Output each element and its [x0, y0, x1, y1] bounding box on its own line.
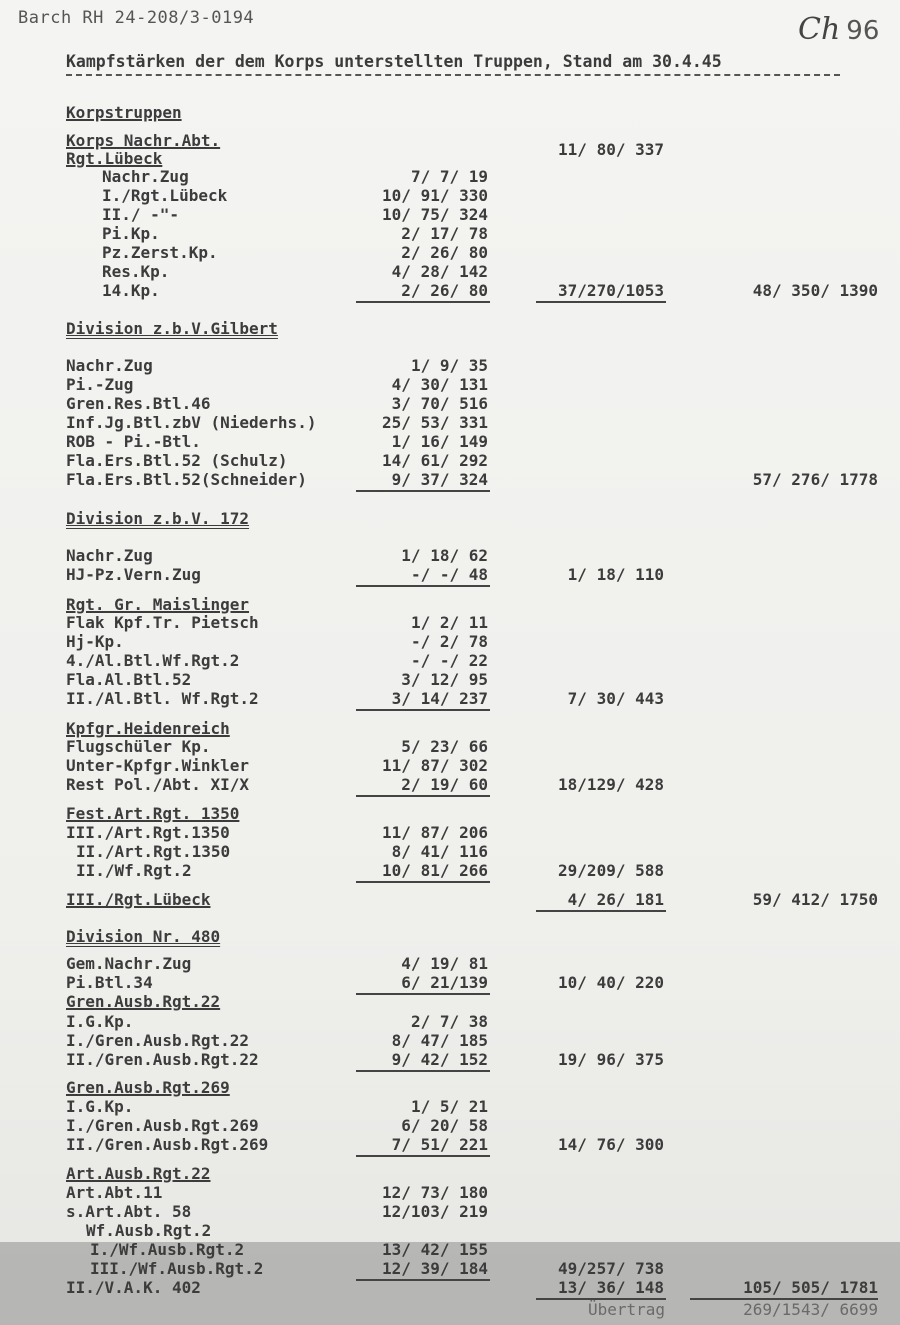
- row-label: I./Gren.Ausb.Rgt.269: [66, 1116, 259, 1135]
- row-value: 5/ 23/ 66: [401, 737, 488, 756]
- row-label: Hj-Kp.: [66, 632, 124, 651]
- row-label: Wf.Ausb.Rgt.2: [86, 1221, 212, 1240]
- row-value: 8/ 41/ 116: [391, 842, 488, 861]
- row-value: 1/ 9/ 35: [410, 356, 488, 375]
- row-value: 12/ 73/ 180: [382, 1183, 488, 1202]
- row-value: 9/ 42/ 152: [391, 1050, 488, 1069]
- row-label: Fla.Ers.Btl.52(Schneider): [66, 470, 307, 489]
- subtotal-art-ausb-rgt-22: 49/257/ 738: [558, 1259, 664, 1278]
- subtotal-iii-rgt-luebeck: 4/ 26/ 181: [567, 890, 664, 909]
- row-value: 3/ 14/ 237: [391, 689, 488, 708]
- row-label: II./Wf.Rgt.2: [76, 861, 192, 880]
- row-label: Pi.-Zug: [66, 375, 134, 394]
- subtotal-div172-staff: 1/ 18/ 110: [567, 565, 664, 584]
- total-div172: 59/ 412/ 1750: [752, 890, 878, 909]
- row-label: II./Gren.Ausb.Rgt.269: [66, 1135, 269, 1154]
- sum-rule: [356, 795, 490, 797]
- unit-korps-nachr-abt: Korps Nachr.Abt.: [66, 131, 221, 150]
- unit-fest-art-rgt: Fest.Art.Rgt. 1350: [66, 804, 240, 823]
- page-mark-initials: Ch: [798, 12, 841, 47]
- subtotal-maislinger: 7/ 30/ 443: [567, 689, 664, 708]
- row-value: 1/ 16/ 149: [391, 432, 488, 451]
- subtotal-div480-staff: 10/ 40/ 220: [558, 973, 664, 992]
- subtotal-gren-ausb-rgt-269: 14/ 76/ 300: [558, 1135, 664, 1154]
- carry-over-label: Übertrag: [588, 1300, 666, 1319]
- sum-rule: [356, 1279, 490, 1281]
- row-value: 3/ 12/ 95: [401, 670, 488, 689]
- row-label: Art.Abt.11: [66, 1183, 163, 1202]
- row-value: 9/ 37/ 324: [391, 470, 488, 489]
- row-label: III./Wf.Ausb.Rgt.2: [90, 1259, 264, 1278]
- row-label: 14.Kp.: [102, 281, 160, 300]
- row-value: 1/ 2/ 11: [410, 613, 488, 632]
- row-value: 10/ 91/ 330: [382, 186, 488, 205]
- row-value: 10/ 75/ 324: [382, 205, 488, 224]
- sum-rule: [536, 301, 666, 303]
- row-label: Nachr.Zug: [66, 546, 153, 565]
- row-label: 4./Al.Btl.Wf.Rgt.2: [66, 651, 240, 670]
- row-value: 7/ 7/ 19: [410, 167, 488, 186]
- row-value: 11/ 87/ 206: [382, 823, 488, 842]
- row-value: -/ 2/ 78: [410, 632, 488, 651]
- subtotal-fest-art-rgt: 29/209/ 588: [558, 861, 664, 880]
- row-value: 2/ 19/ 60: [401, 775, 488, 794]
- row-label: Flugschüler Kp.: [66, 737, 211, 756]
- sum-rule: [356, 490, 490, 492]
- row-value: 6/ 20/ 58: [401, 1116, 488, 1135]
- row-value: 13/ 42/ 155: [382, 1240, 488, 1259]
- row-value: 2/ 17/ 78: [401, 224, 488, 243]
- sum-rule: [356, 1070, 490, 1072]
- row-value: 2/ 7/ 38: [410, 1012, 488, 1031]
- row-value: 14/ 61/ 292: [382, 451, 488, 470]
- row-value: 3/ 70/ 516: [391, 394, 488, 413]
- row-label: Fla.Ers.Btl.52 (Schulz): [66, 451, 288, 470]
- row-label: II./Art.Rgt.1350: [76, 842, 231, 861]
- subtotal-gren-ausb-rgt-22: 19/ 96/ 375: [558, 1050, 664, 1069]
- row-label: Pz.Zerst.Kp.: [102, 243, 218, 262]
- subtotal-vak-402: 13/ 36/ 148: [558, 1278, 664, 1297]
- row-label: I./Gren.Ausb.Rgt.22: [66, 1031, 250, 1050]
- row-label: Pi.Kp.: [102, 224, 160, 243]
- subtotal-rgt-luebeck: 37/270/1053: [558, 281, 664, 300]
- row-label: Gem.Nachr.Zug: [66, 954, 192, 973]
- unit-maislinger: Rgt. Gr. Maislinger: [66, 595, 250, 614]
- row-value: 8/ 47/ 185: [391, 1031, 488, 1050]
- row-label: I./Wf.Ausb.Rgt.2: [90, 1240, 245, 1259]
- row-label: Pi.Btl.34: [66, 973, 153, 992]
- sum-rule: [536, 910, 666, 912]
- total-div480: 105/ 505/ 1781: [743, 1278, 878, 1297]
- unit-vak-402: II./V.A.K. 402: [66, 1278, 201, 1297]
- page-mark-number: 96: [846, 16, 880, 46]
- row-label: II./Gren.Ausb.Rgt.22: [66, 1050, 259, 1069]
- row-value: 4/ 19/ 81: [401, 954, 488, 973]
- section-heading-div480: Division Nr. 480: [66, 927, 221, 946]
- total-korpstruppen: 48/ 350/ 1390: [752, 281, 878, 300]
- row-value: 1/ 5/ 21: [410, 1097, 488, 1116]
- row-label: II./Al.Btl. Wf.Rgt.2: [66, 689, 259, 708]
- unit-art-ausb-rgt-22: Art.Ausb.Rgt.22: [66, 1164, 211, 1183]
- row-label: s.Art.Abt. 58: [66, 1202, 192, 1221]
- row-label: HJ-Pz.Vern.Zug: [66, 565, 201, 584]
- unit-gren-ausb-rgt-269: Gren.Ausb.Rgt.269: [66, 1078, 230, 1097]
- row-label: Rest Pol./Abt. XI/X: [66, 775, 250, 794]
- page-mark: [798, 12, 879, 47]
- sum-rule: [356, 993, 490, 995]
- sum-rule: [356, 709, 490, 711]
- row-value: 2/ 26/ 80: [401, 281, 488, 300]
- row-label: I.G.Kp.: [66, 1097, 134, 1116]
- unit-iii-rgt-luebeck: III./Rgt.Lübeck: [66, 890, 211, 909]
- row-value: 4/ 28/ 142: [391, 262, 488, 281]
- section-heading-div172: Division z.b.V. 172: [66, 509, 250, 528]
- row-label: Nachr.Zug: [102, 167, 189, 186]
- sum-rule: [356, 301, 490, 303]
- row-value: 7/ 51/ 221: [391, 1135, 488, 1154]
- row-value: 4/ 30/ 131: [391, 375, 488, 394]
- row-label: II./ -"-: [102, 205, 180, 224]
- row-label: Nachr.Zug: [66, 356, 153, 375]
- subtotal-korps-nachr-abt: 11/ 80/ 337: [558, 140, 664, 159]
- title-rule: [66, 74, 840, 76]
- archive-reference: Barch RH 24-208/3-0194: [18, 8, 255, 28]
- carry-over-value: 269/1543/ 6699: [743, 1300, 878, 1319]
- unit-gren-ausb-rgt-22: Gren.Ausb.Rgt.22: [66, 992, 221, 1011]
- row-label: I./Rgt.Lübeck: [102, 186, 228, 205]
- row-label: Flak Kpf.Tr. Pietsch: [66, 613, 259, 632]
- row-value: -/ -/ 48: [410, 565, 488, 584]
- row-label: Gren.Res.Btl.46: [66, 394, 211, 413]
- row-value: -/ -/ 22: [410, 651, 488, 670]
- subtotal-heidenreich: 18/129/ 428: [558, 775, 664, 794]
- row-label: Fla.Al.Btl.52: [66, 670, 192, 689]
- unit-heidenreich: Kpfgr.Heidenreich: [66, 719, 230, 738]
- unit-rgt-luebeck: Rgt.Lübeck: [66, 149, 163, 168]
- sum-rule: [356, 585, 490, 587]
- row-value: 25/ 53/ 331: [382, 413, 488, 432]
- row-value: 2/ 26/ 80: [401, 243, 488, 262]
- row-value: 11/ 87/ 302: [382, 756, 488, 775]
- document-title: Kampfstärken der dem Korps unterstellten Truppen, Stand am 30.4.45: [66, 52, 722, 71]
- sum-rule: [356, 1155, 490, 1157]
- row-label: Inf.Jg.Btl.zbV (Niederhs.): [66, 413, 317, 432]
- row-label: Res.Kp.: [102, 262, 170, 281]
- section-heading-korpstruppen: Korpstruppen: [66, 103, 182, 122]
- row-label: I.G.Kp.: [66, 1012, 134, 1031]
- row-label: III./Art.Rgt.1350: [66, 823, 230, 842]
- total-gilbert: 57/ 276/ 1778: [752, 470, 878, 489]
- row-value: 1/ 18/ 62: [401, 546, 488, 565]
- row-value: 6/ 21/139: [401, 973, 488, 992]
- row-value: 12/103/ 219: [382, 1202, 488, 1221]
- row-value: 10/ 81/ 266: [382, 861, 488, 880]
- sum-rule: [356, 881, 490, 883]
- row-value: 12/ 39/ 184: [382, 1259, 488, 1278]
- row-label: Unter-Kpfgr.Winkler: [66, 756, 250, 775]
- section-heading-gilbert: Division z.b.V.Gilbert: [66, 319, 278, 338]
- row-label: ROB - Pi.-Btl.: [66, 432, 201, 451]
